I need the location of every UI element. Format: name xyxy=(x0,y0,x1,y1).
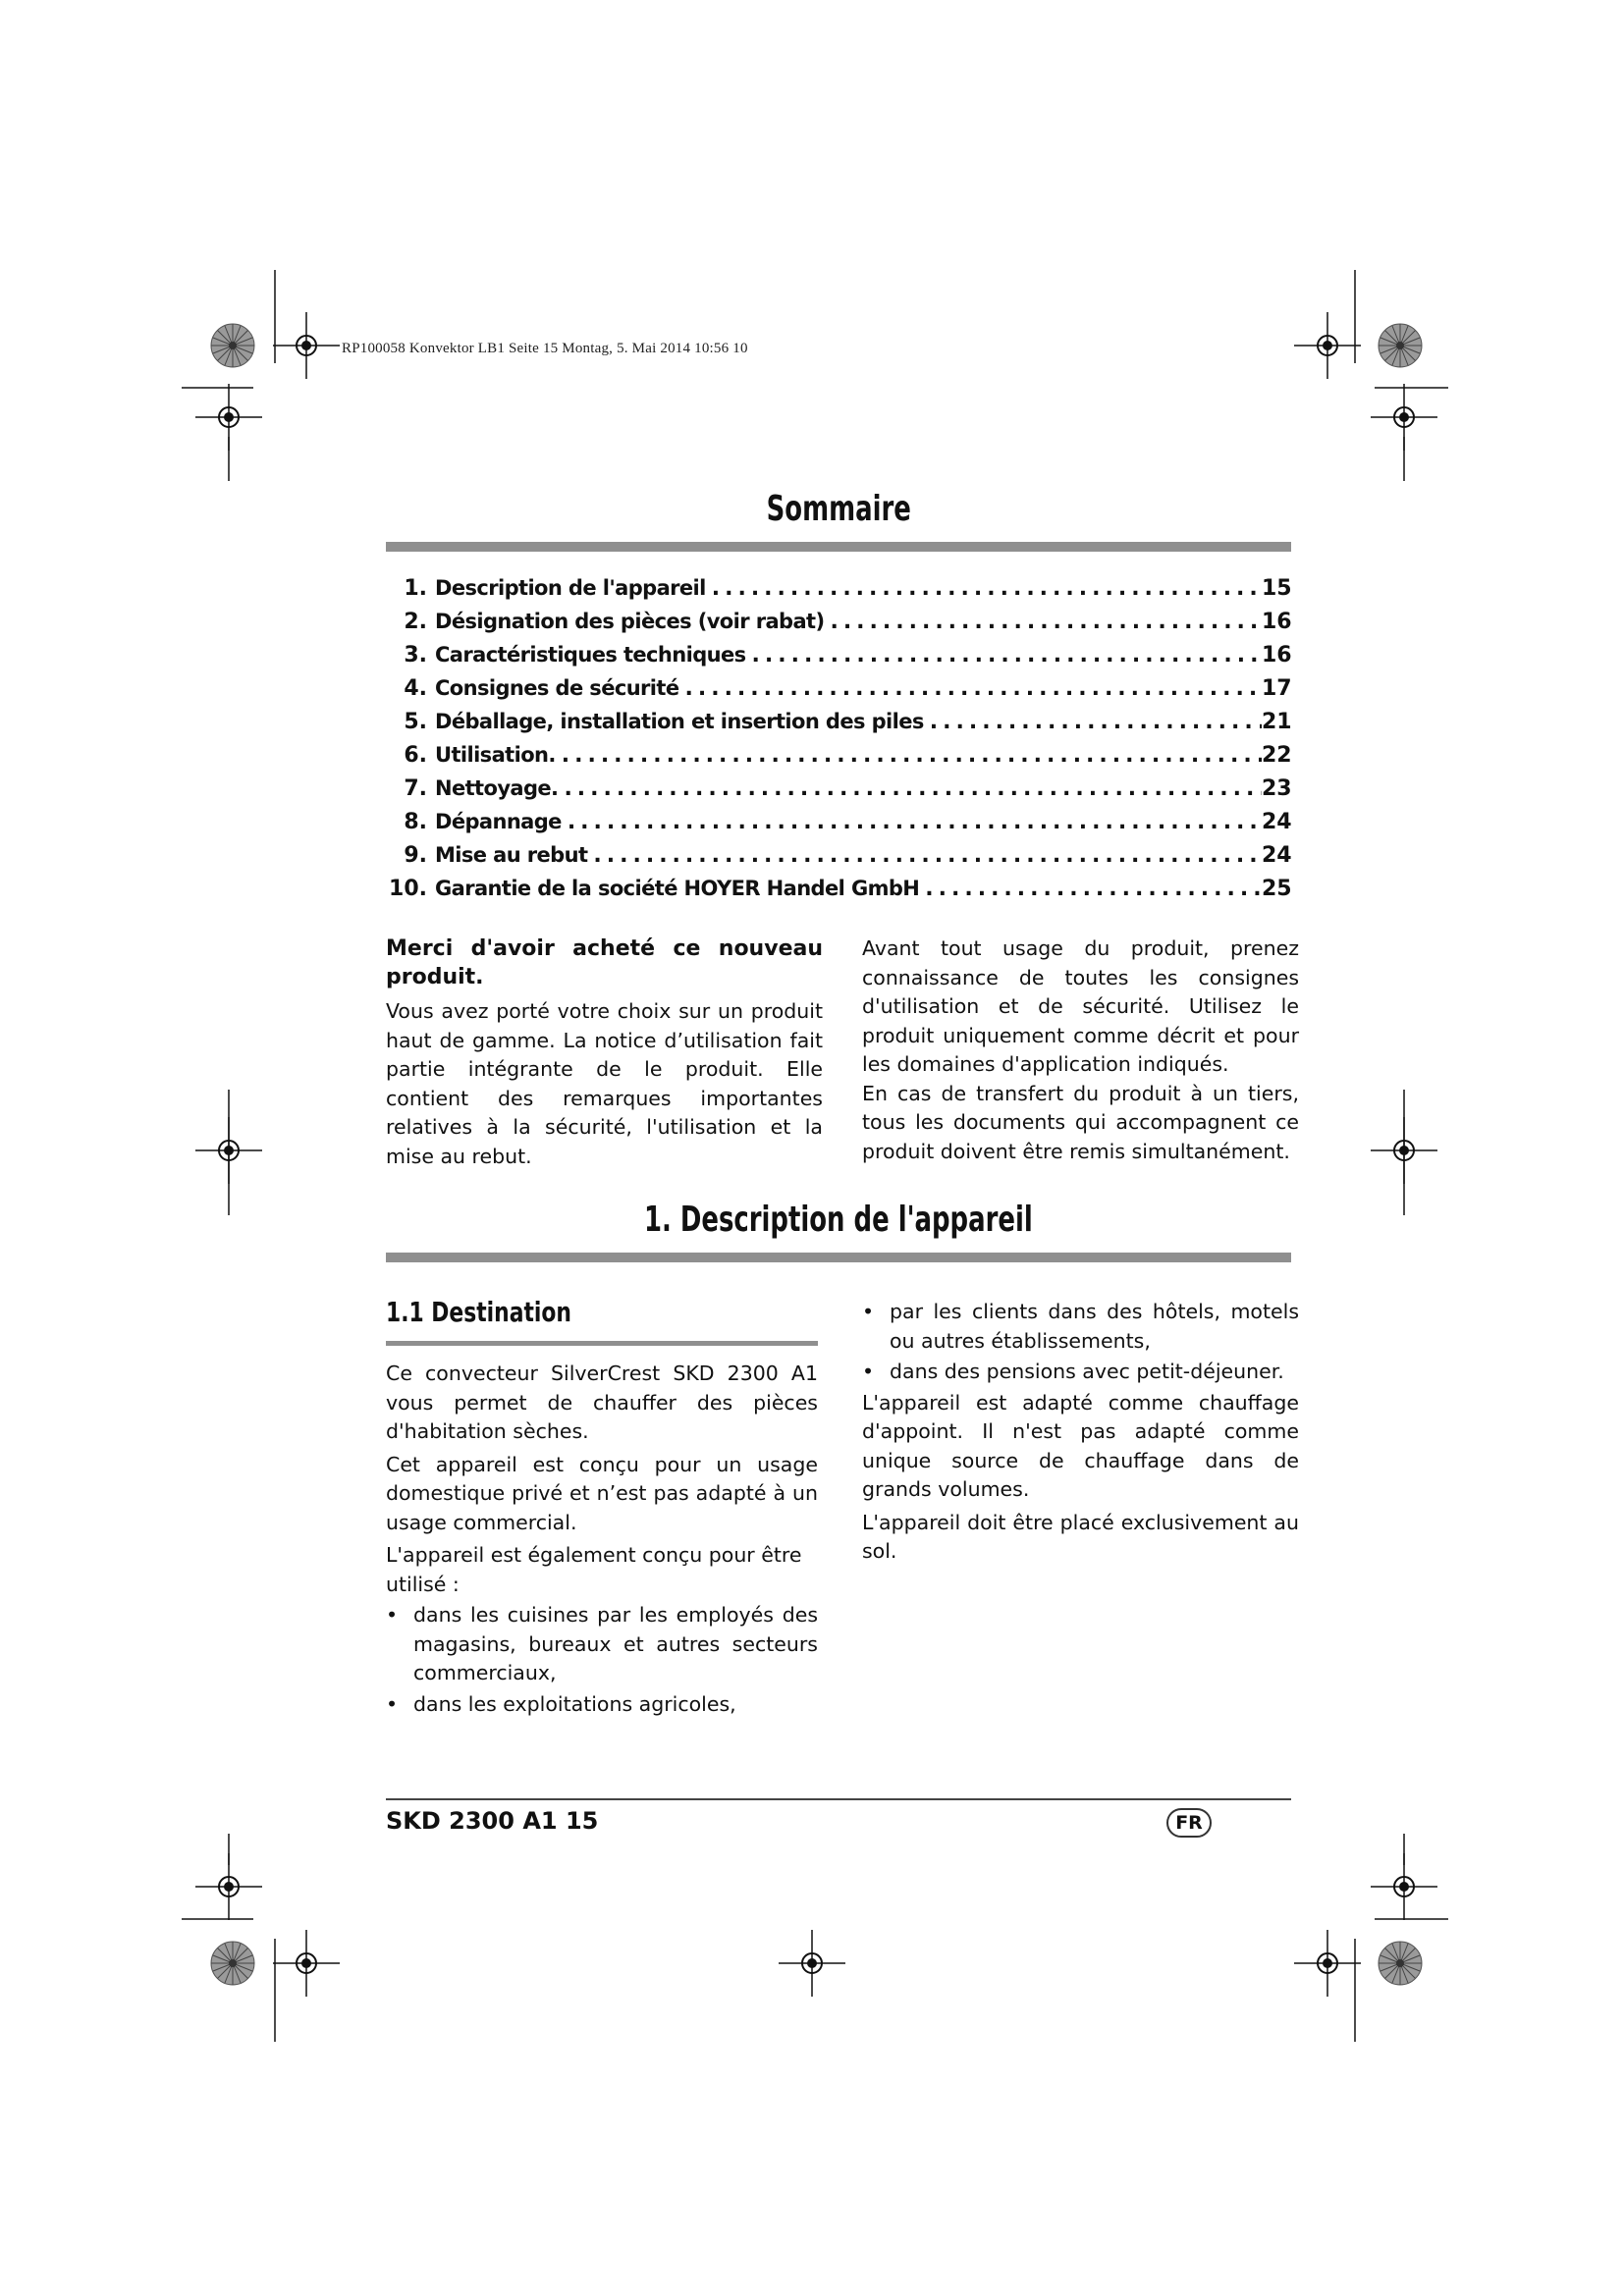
section-title-rule xyxy=(386,1253,1291,1262)
toc-leader-dots xyxy=(679,676,1263,701)
body-paragraph: L'appareil est également conçu pour être utilisé : xyxy=(386,1543,802,1596)
footer-rule xyxy=(386,1798,1291,1800)
toc-leader-dots xyxy=(924,710,1262,734)
toc-entry: 1. Description de l'appareil ..... 15 xyxy=(386,571,1291,605)
toc-leader-dots xyxy=(587,843,1262,868)
section-right-column xyxy=(862,1298,1299,1567)
intro-left-text: Vous avez porté votre choix sur un produit haut de gamme. La notice d’utilisation fait partie intégrante de le produit. Elle contient des remarques importantes relatives à la sécurité, l'utilisation et la mise au rebut. xyxy=(386,999,823,1168)
intro-right-column xyxy=(862,934,1299,1166)
subsection-title: 1.1 Destination xyxy=(386,1296,571,1328)
toc-entry: 7. Nettoyage. ..... 23 xyxy=(386,772,1291,805)
toc-leader-dots xyxy=(824,610,1262,634)
list-item: • dans les cuisines par les employés des magasins, bureaux et autres secteurs commerciaux, xyxy=(386,1601,818,1688)
toc-leader-dots xyxy=(706,576,1262,601)
list-item: • par les clients dans des hôtels, motels ou autres établissements, xyxy=(862,1298,1299,1356)
footer-model-page: SKD 2300 A1 15 xyxy=(386,1807,599,1835)
intro-right-paragraph: Avant tout usage du produit, prenez connaissance de toutes les consignes d'utilisation et de sécurité. Utilisez le produit uniquement comme décrit et pour les domaines d'application indiqués. xyxy=(862,936,1299,1076)
language-badge: FR xyxy=(1166,1808,1212,1838)
section-left-column xyxy=(386,1360,818,1719)
toc-leader-dots xyxy=(562,810,1262,834)
print-slug-line: RP100058 Konvektor LB1 Seite 15 Montag, 5. Mai 2014 10:56 10 xyxy=(342,341,748,356)
toc-entry: 4. Consignes de sécurité ..... 17 xyxy=(386,671,1291,705)
toc-title-rule xyxy=(386,542,1291,552)
intro-right-paragraph: En cas de transfert du produit à un tiers, tous les documents qui accompagnent ce produit doivent être remis simultanément. xyxy=(862,1081,1299,1163)
toc-entry: 8. Dépannage ..... 24 xyxy=(386,805,1291,838)
intro-left-column xyxy=(386,934,823,1171)
toc-entry: 10. Garantie de la société HOYER Handel GmbH ..... 25 xyxy=(386,872,1291,905)
body-paragraph: Cet appareil est conçu pour un usage domestique privé et n’est pas adapté à un usage commercial. xyxy=(386,1452,818,1534)
list-item: • dans les exploitations agricoles, xyxy=(386,1690,818,1720)
toc-entry: 3. Caractéristiques techniques ..... 16 xyxy=(386,638,1291,671)
body-paragraph: L'appareil est adapté comme chauffage d'appoint. Il n'est pas adapté comme unique source de chauffage dans de grands volumes. xyxy=(862,1390,1299,1501)
list-item: • dans des pensions avec petit-déjeuner. xyxy=(862,1358,1299,1387)
toc-entry: 5. Déballage, installation et insertion des piles ..... 21 xyxy=(386,705,1291,738)
intro-heading: Merci d'avoir acheté ce nouveau produit. xyxy=(386,936,823,989)
section-title: 1. Description de l'appareil xyxy=(644,1200,1033,1240)
toc-leader-dots xyxy=(558,776,1262,801)
toc-leader-dots xyxy=(556,743,1262,768)
toc-entry: 6. Utilisation. ..... 22 xyxy=(386,738,1291,772)
body-paragraph: L'appareil doit être placé exclusivement au sol. xyxy=(862,1510,1299,1563)
subsection-rule xyxy=(386,1341,818,1346)
toc-title: Sommaire xyxy=(766,489,911,529)
toc-entry: 2. Désignation des pièces (voir rabat) ..... 16 xyxy=(386,605,1291,638)
table-of-contents xyxy=(386,571,1291,905)
toc-leader-dots xyxy=(919,877,1262,901)
toc-entry: 9. Mise au rebut ..... 24 xyxy=(386,838,1291,872)
body-paragraph: Ce convecteur SilverCrest SKD 2300 A1 vous permet de chauffer des pièces d'habitation sèches. xyxy=(386,1362,818,1443)
toc-leader-dots xyxy=(746,643,1262,667)
